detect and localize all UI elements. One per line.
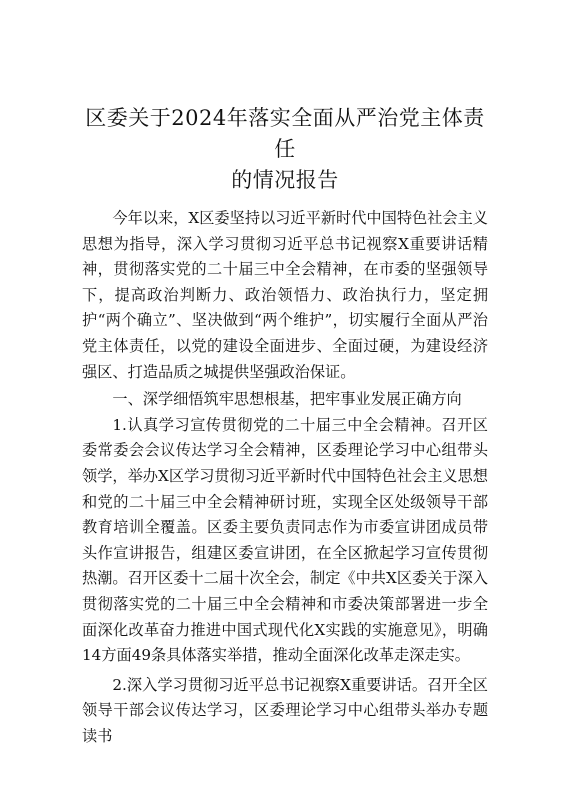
section-1-heading: 一、深学细悟筑牢思想根基，把牢事业发展正确方向 xyxy=(112,390,462,409)
title-line-1: 区委关于2024年落实全面从严治党主体责任 xyxy=(85,106,485,161)
item-1-paragraph: 1.认真学习宣传贯彻党的二十届三中全会精神。召开区委常委会会议传达学习全会精神，区委理论学习中心组带头领学，举办X区学习贯彻习近平新时代中国特色社会主义思想和党的二十届三中全会精神研讨班，实现全区处级领导干部教育培训全覆盖。区委主要负责同志作为市委宣讲团成员带头作宣讲报告，组建区委宣讲团，在全区掀起学习宣传贯彻热潮。召开区委十二届十次全会，制定《中共X区委关于深入贯彻落实党的二十届三中全会精神和市委决策部署进一步全面深化改革奋力推进中国式现代化X实践的实施意见》，明确14方面49条具体落实举措，推动全面深化改革走深走实。 xyxy=(82,415,488,665)
document-title xyxy=(82,103,488,196)
item-2-paragraph: 2.深入学习贯彻习近平总书记视察X重要讲话。召开全区领导干部会议传达学习，区委理论学习中心组带头举办专题读书 xyxy=(82,675,488,745)
intro-paragraph: 今年以来，X区委坚持以习近平新时代中国特色社会主义思想为指导，深入学习贯彻习近平总书记视察X重要讲话精神，贯彻落实党的二十届三中全会精神，在市委的坚强领导下，提高政治判断力、政治领悟力、政治执行力，坚定拥护“两个确立”、坚决做到“两个维护”，切实履行全面从严治党主体责任，以党的建设全面进步、全面过硬，为建设经济强区、打造品质之城提供坚强政治保证。 xyxy=(82,209,488,381)
title-line-2: 的情况报告 xyxy=(231,168,339,192)
